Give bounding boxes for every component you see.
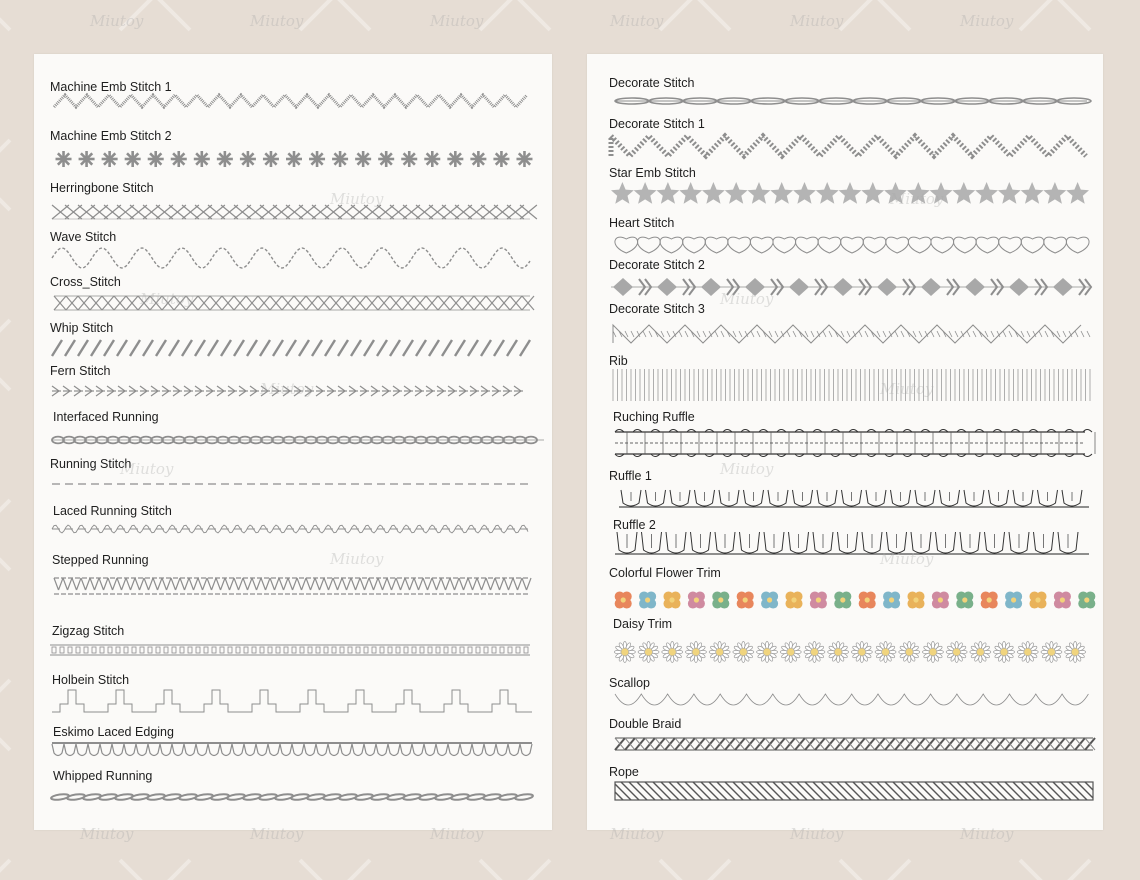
watermark-text: Miutoy [330, 550, 384, 568]
stitch-sample-decorate-stitch-1 [611, 134, 1087, 158]
stitch-sample-daisy-trim [613, 640, 1087, 664]
stitch-sample-eskimo-laced-edging [52, 742, 532, 758]
right-stitch-page [587, 54, 1103, 830]
watermark-text: Miutoy [790, 12, 844, 30]
left-stitch-page [34, 54, 552, 830]
stitch-label-wave-stitch: Wave Stitch [50, 230, 117, 244]
watermark-text: Miutoy [960, 825, 1014, 843]
stitch-label-machine-emb-stitch-1: Machine Emb Stitch 1 [50, 80, 172, 94]
watermark-text: Miutoy [430, 825, 484, 843]
stitch-sample-decorate-stitch-3 [613, 322, 1089, 346]
stitch-label-decorate-stitch-2: Decorate Stitch 2 [609, 258, 705, 272]
stitch-label-interfaced-running: Interfaced Running [53, 410, 159, 424]
stitch-sample-machine-emb-stitch-2 [52, 150, 536, 168]
stitch-label-scallop: Scallop [609, 676, 650, 690]
stitch-sample-herringbone-stitch [52, 204, 530, 220]
stitch-label-double-braid: Double Braid [609, 717, 682, 731]
watermark-text: Miutoy [430, 12, 484, 30]
stitch-label-fern-stitch: Fern Stitch [50, 364, 111, 378]
stitch-sample-whip-stitch [52, 339, 532, 357]
stitch-sample-wave-stitch [52, 246, 530, 270]
stitch-label-ruffle-1: Ruffle 1 [609, 469, 652, 483]
stitch-sample-colorful-flower-trim [611, 589, 1099, 611]
stitch-sample-zigzag-stitch [50, 643, 530, 657]
stitch-sample-whipped-running [52, 791, 532, 803]
stitch-label-eskimo-laced-edging: Eskimo Laced Edging [53, 725, 174, 739]
watermark-text: Miutoy [720, 460, 774, 478]
stitch-label-colorful-flower-trim: Colorful Flower Trim [609, 566, 721, 580]
stitch-label-cross-stitch: Cross_Stitch [50, 275, 121, 289]
stitch-label-decorate-stitch: Decorate Stitch [609, 76, 695, 90]
stitch-label-zigzag-stitch: Zigzag Stitch [52, 624, 125, 638]
watermark-text: Miutoy [880, 380, 934, 398]
stitch-label-stepped-running: Stepped Running [52, 553, 149, 567]
stitch-label-ruffle-2: Ruffle 2 [613, 518, 656, 532]
watermark-text: Miutoy [960, 12, 1014, 30]
stitch-label-rib: Rib [609, 354, 628, 368]
watermark-text: Miutoy [890, 190, 944, 208]
stitch-sample-double-braid [615, 737, 1093, 751]
watermark-text: Miutoy [610, 12, 664, 30]
stitch-label-holbein-stitch: Holbein Stitch [52, 673, 130, 687]
stitch-sample-interfaced-running [52, 433, 544, 447]
watermark-text: Miutoy [790, 825, 844, 843]
stitch-sample-ruffle-1 [619, 488, 1089, 512]
watermark-text: Miutoy [250, 825, 304, 843]
watermark-text: Miutoy [880, 550, 934, 568]
stitch-sample-rib [613, 369, 1091, 401]
stitch-label-star-emb-stitch: Star Emb Stitch [609, 166, 696, 180]
stitch-label-rope: Rope [609, 765, 639, 779]
watermark-text: Miutoy [80, 825, 134, 843]
stitch-label-laced-running-stitch: Laced Running Stitch [53, 504, 172, 518]
stitch-sample-star-emb-stitch [611, 182, 1089, 206]
stitch-sample-ruffle-2 [615, 530, 1089, 556]
watermark-text: Miutoy [120, 460, 174, 478]
stitch-sample-decorate-stitch-2 [611, 275, 1089, 299]
stitch-sample-holbein-stitch [52, 688, 530, 714]
watermark-text: Miutoy [610, 825, 664, 843]
stitch-label-decorate-stitch-3: Decorate Stitch 3 [609, 302, 705, 316]
stitch-sample-decorate-stitch [615, 96, 1087, 106]
stitch-label-whip-stitch: Whip Stitch [50, 321, 114, 335]
stitch-sample-heart-stitch [615, 234, 1089, 254]
watermark-text: Miutoy [140, 290, 194, 308]
stitch-label-ruching-ruffle: Ruching Ruffle [613, 410, 695, 424]
stitch-sample-machine-emb-stitch-1 [54, 92, 536, 110]
watermark-text: Miutoy [260, 380, 314, 398]
stitch-sample-running-stitch [52, 479, 528, 489]
stitch-sample-laced-running-stitch [52, 522, 528, 536]
stitch-label-heart-stitch: Heart Stitch [609, 216, 675, 230]
stitch-sample-scallop [615, 692, 1089, 710]
stitch-sample-cross-stitch [54, 294, 530, 312]
watermark-text: Miutoy [90, 12, 144, 30]
stitch-sample-ruching-ruffle [615, 426, 1085, 460]
watermark-text: Miutoy [330, 190, 384, 208]
stitch-label-machine-emb-stitch-2: Machine Emb Stitch 2 [50, 129, 172, 143]
watermark-text: Miutoy [720, 290, 774, 308]
watermark-text: Miutoy [250, 12, 304, 30]
stitch-label-whipped-running: Whipped Running [53, 769, 153, 783]
stitch-label-daisy-trim: Daisy Trim [613, 617, 673, 631]
stitch-sample-rope [615, 782, 1093, 800]
stitch-label-herringbone-stitch: Herringbone Stitch [50, 181, 154, 195]
stitch-sample-stepped-running [54, 576, 530, 596]
stitch-label-decorate-stitch-1: Decorate Stitch 1 [609, 117, 705, 131]
stitch-label-running-stitch: Running Stitch [50, 457, 132, 471]
